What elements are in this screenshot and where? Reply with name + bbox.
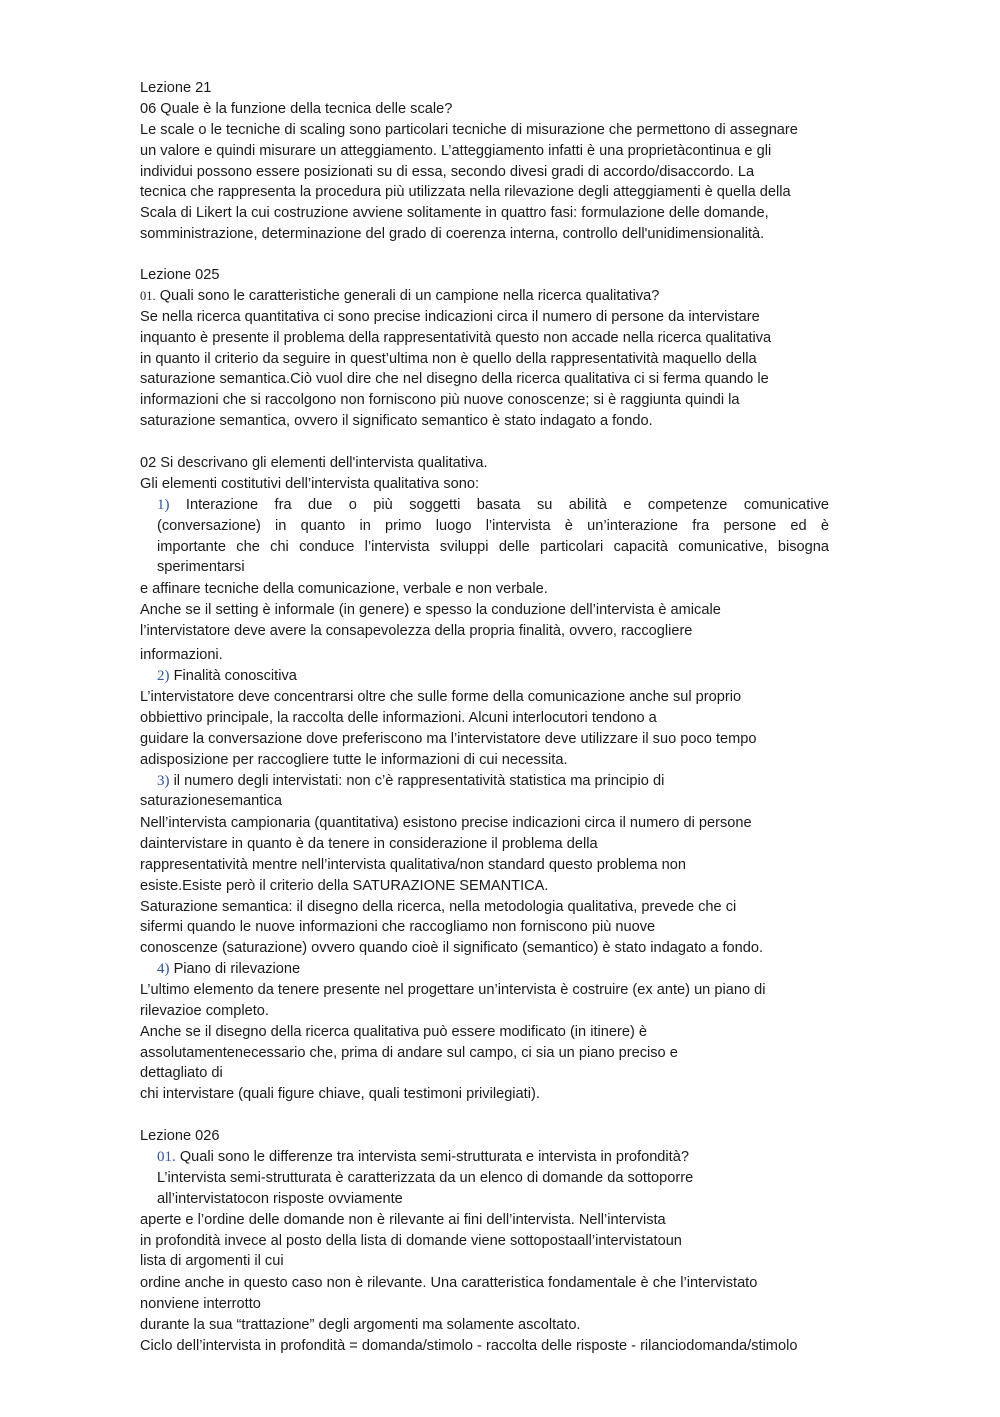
text-line: [157, 772, 664, 790]
line-text: il numero degli intervistati: non c’è rappresentatività statistica ma principio di: [173, 773, 665, 789]
line-text: somministrazione, determinazione del grado di coerenza interna, controllo dell'unidimensionalità.: [140, 226, 765, 242]
line-text: (conversazione) in quanto in primo luogo l’intervista è un’interazione fra persone ed è: [157, 518, 829, 534]
text-line: [140, 1023, 647, 1041]
line-text: conoscenze (saturazione) ovvero quando cioè il significato (semantico) è stato indagato a fondo.: [140, 940, 764, 956]
text-line: [140, 100, 452, 118]
line-text: daintervistare in quanto è da tenere in considerazione il problema della: [140, 836, 598, 852]
line-text: rappresentatività mentre nell’intervista qualitativa/non standard questo problema non: [140, 857, 686, 873]
text-line: [157, 667, 297, 685]
line-text: Scala di Likert la cui costruzione avviene solitamente in quattro fasi: formulazione delle domande,: [140, 205, 769, 221]
text-line: [140, 792, 282, 810]
text-line: [140, 1337, 797, 1355]
line-text: inquanto è presente il problema della rappresentatività questo non accade nella ricerca qualitativa: [140, 330, 772, 346]
text-line: [140, 266, 220, 284]
line-text: Quali sono le differenze tra intervista semi-strutturata e intervista in profondità?: [179, 1149, 689, 1165]
line-text: ordine anche in questo caso non è rilevante. Una caratteristica fondamentale è che l’intervistato: [140, 1275, 758, 1291]
line-text: chi intervistare (quali figure chiave, quali testimoni privilegiati).: [140, 1086, 540, 1102]
text-line: [140, 835, 598, 853]
text-line: [140, 1064, 223, 1082]
text-line: [140, 646, 223, 664]
text-line: [140, 79, 211, 97]
line-text: assolutamentenecessario che, prima di andare sul campo, ci sia un piano preciso e: [140, 1045, 678, 1061]
line-text: saturazione semantica.Ciò vuol dire che nel disegno della ricerca qualitativa ci si ferma quando le: [140, 371, 769, 387]
line-text: guidare la conversazione dove preferiscono ma l’intervistatore deve utilizzare il suo poco tempo: [140, 731, 757, 747]
line-text: individui possono essere posizionati su di essa, secondo divesi gradi di accordo/disaccordo. La: [140, 164, 755, 180]
text-line: [157, 538, 829, 556]
line-text: adisposizione per raccogliere tutte le informazioni di cui necessita.: [140, 752, 568, 768]
text-line: [140, 287, 659, 305]
text-line: [140, 454, 488, 472]
text-line: [140, 898, 736, 916]
text-line: [140, 1274, 757, 1292]
line-text: sperimentarsi: [157, 559, 245, 575]
text-line: [140, 730, 757, 748]
line-text: informazioni che si raccolgono non forniscono più nuove conoscenze; si è raggiunta quindi la: [140, 392, 740, 408]
text-line: [140, 1316, 581, 1334]
text-line: [140, 204, 769, 222]
list-number: 1): [157, 497, 170, 513]
line-text: Saturazione semantica: il disegno della ricerca, nella metodologia qualitativa, prevede che ci: [140, 899, 737, 915]
text-line: [140, 163, 754, 181]
text-line: [140, 329, 771, 347]
line-text: nonviene interrotto: [140, 1296, 261, 1312]
line-text: un valore e quindi misurare un atteggiamento. L’atteggiamento infatti è una proprietàcontinua e gli: [140, 143, 772, 159]
text-line: [140, 142, 771, 160]
text-line: [140, 622, 692, 640]
text-line: [140, 350, 757, 368]
text-line: [140, 1085, 540, 1103]
text-line: [140, 877, 548, 895]
line-text: Lezione 026: [140, 1128, 220, 1144]
text-line: [140, 391, 740, 409]
line-text: Quali sono le caratteristiche generali di un campione nella ricerca qualitativa?: [159, 288, 660, 304]
text-line: [157, 496, 829, 514]
text-line: [140, 688, 741, 706]
text-line: [140, 1044, 678, 1062]
line-text: Gli elementi costitutivi dell’intervista qualitativa sono:: [140, 476, 480, 492]
line-text: dettagliato di: [140, 1065, 223, 1081]
text-line: [140, 580, 548, 598]
line-text: rilevazioe completo.: [140, 1003, 269, 1019]
text-line: [140, 939, 763, 957]
list-number: 01.: [157, 1149, 176, 1165]
text-line: [140, 475, 479, 493]
text-line: [140, 601, 721, 619]
text-line: [140, 981, 765, 999]
line-text: e affinare tecniche della comunicazione, verbale e non verbale.: [140, 581, 548, 597]
text-line: [140, 918, 655, 936]
line-text: Le scale o le tecniche di scaling sono particolari tecniche di misurazione che permettono di assegnare: [140, 122, 798, 138]
line-text: Anche se il disegno della ricerca qualitativa può essere modificato (in itinere) è: [140, 1024, 647, 1040]
line-text: in profondità invece al posto della lista di domande viene sottopostaall’intervistatoun: [140, 1233, 682, 1249]
text-line: [140, 183, 791, 201]
text-line: [140, 709, 657, 727]
text-line: [140, 308, 760, 326]
text-line: [140, 1127, 220, 1145]
text-line: [140, 1295, 261, 1313]
text-line: [140, 1211, 666, 1229]
line-text: Se nella ricerca quantitativa ci sono precise indicazioni circa il numero di persone da intervistare: [140, 309, 760, 325]
line-text: saturazionesemantica: [140, 793, 282, 809]
line-text: obbiettivo principale, la raccolta delle informazioni. Alcuni interlocutori tendono a: [140, 710, 657, 726]
text-line: [157, 517, 829, 535]
line-text: Anche se il setting è informale (in genere) e spesso la conduzione dell’intervista è amicale: [140, 602, 721, 618]
text-line: [157, 1169, 693, 1187]
line-text: Interazione fra due o più soggetti basata su abilità e competenze comunicative: [185, 497, 829, 513]
text-line: [140, 412, 653, 430]
text-line: [140, 1252, 284, 1270]
list-number: 3): [157, 773, 170, 789]
list-number: 4): [157, 961, 170, 977]
text-line: [157, 1190, 403, 1208]
line-text: importante che chi conduce l’intervista sviluppi delle particolari capacità comunicative, bisogna: [157, 539, 829, 555]
line-text: aperte e l’ordine delle domande non è rilevante ai fini dell’intervista. Nell’intervista: [140, 1212, 666, 1228]
line-text: lista di argomenti il cui: [140, 1253, 284, 1269]
list-number: 2): [157, 668, 170, 684]
line-text: informazioni.: [140, 647, 223, 663]
text-line: [140, 1232, 682, 1250]
line-text: Finalità conoscitiva: [173, 668, 297, 684]
text-line: [140, 814, 752, 832]
line-text: Lezione 21: [140, 80, 212, 96]
line-text: Ciclo dell’intervista in profondità = domanda/stimolo - raccolta delle risposte - rilanciodomanda/stimolo: [140, 1338, 798, 1354]
line-text: 02 Si descrivano gli elementi dell'intervista qualitativa.: [140, 455, 488, 471]
line-text: L’intervistatore deve concentrarsi oltre che sulle forme della comunicazione anche sul proprio: [140, 689, 742, 705]
line-text: tecnica che rappresenta la procedura più utilizzata nella rilevazione degli atteggiamenti è quella della: [140, 184, 791, 200]
text-line: [140, 751, 568, 769]
line-text: Lezione 025: [140, 267, 220, 283]
list-number: 01.: [140, 289, 156, 303]
text-line: [157, 960, 300, 978]
line-text: in quanto il criterio da seguire in quest’ultima non è quello della rappresentatività maquello della: [140, 351, 757, 367]
line-text: Piano di rilevazione: [173, 961, 301, 977]
line-text: saturazione semantica, ovvero il significato semantico è stato indagato a fondo.: [140, 413, 653, 429]
text-line: [157, 1148, 689, 1166]
line-text: sifermi quando le nuove informazioni che raccogliamo non forniscono più nuove: [140, 919, 656, 935]
text-line: [140, 121, 798, 139]
line-text: L’intervista semi-strutturata è caratterizzata da un elenco di domande da sottoporre: [157, 1170, 694, 1186]
text-line: [140, 856, 686, 874]
text-line: [140, 370, 769, 388]
line-text: 06 Quale è la funzione della tecnica delle scale?: [140, 101, 453, 117]
text-line: [157, 558, 245, 576]
line-text: l’intervistatore deve avere la consapevolezza della propria finalità, ovvero, raccogliere: [140, 623, 693, 639]
line-text: Nell’intervista campionaria (quantitativa) esistono precise indicazioni circa il numero di persone: [140, 815, 752, 831]
line-text: durante la sua “trattazione” degli argomenti ma solamente ascoltato.: [140, 1317, 581, 1333]
text-line: [140, 1002, 269, 1020]
line-text: all’intervistatocon risposte ovviamente: [157, 1191, 403, 1207]
line-text: esiste.Esiste però il criterio della SATURAZIONE SEMANTICA.: [140, 878, 549, 894]
line-text: L’ultimo elemento da tenere presente nel progettare un’intervista è costruire (ex ante) un piano di: [140, 982, 766, 998]
text-line: [140, 225, 764, 243]
